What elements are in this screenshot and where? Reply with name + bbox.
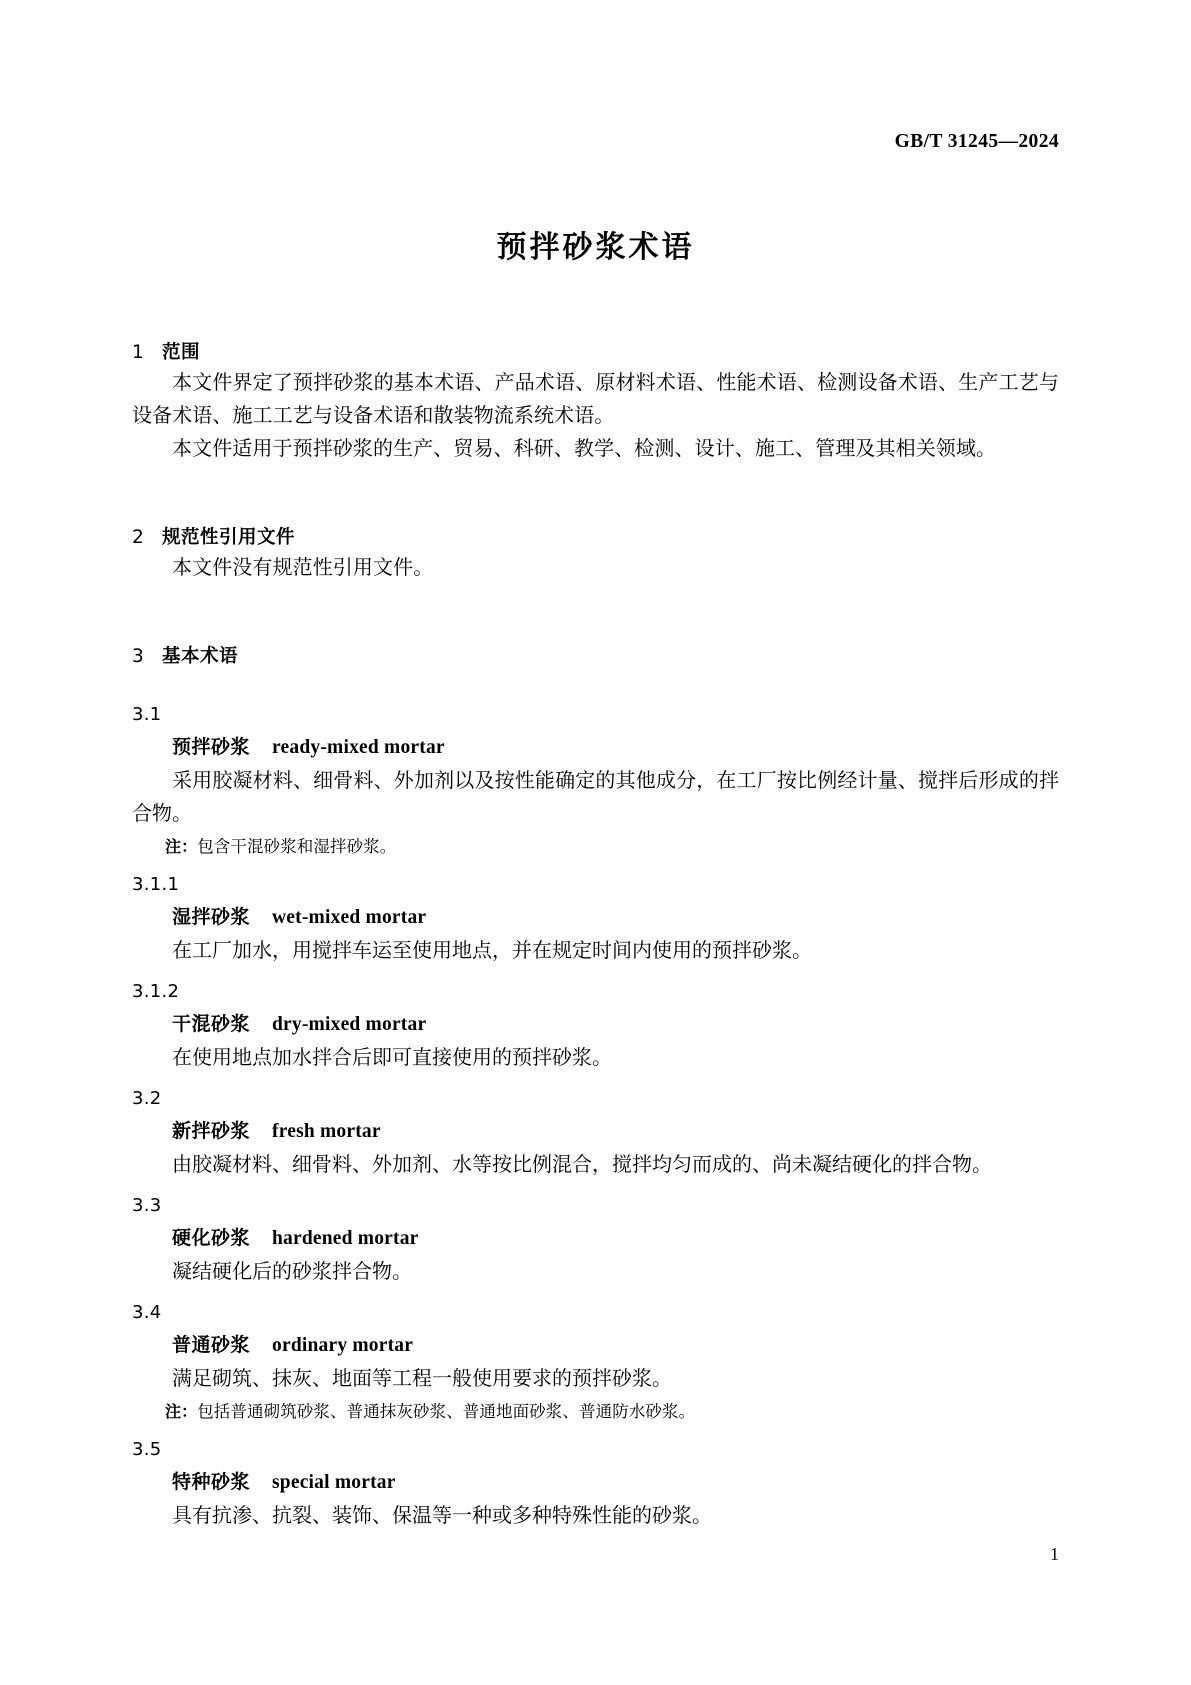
term-number: 3.1.1 xyxy=(132,874,180,896)
clause-title-2: 规范性引用文件 xyxy=(162,526,296,548)
note-label: 注： xyxy=(165,1402,198,1422)
term-line xyxy=(132,900,1059,935)
term-english: hardened mortar xyxy=(272,1228,419,1250)
term-note xyxy=(132,833,1059,861)
term-chinese: 干混砂浆 xyxy=(172,1013,251,1036)
term-entry xyxy=(132,700,1059,861)
term-entry xyxy=(132,870,1059,968)
clause-heading-2 xyxy=(132,524,1059,552)
term-chinese: 预拌砂浆 xyxy=(172,736,251,759)
term-line xyxy=(132,1328,1059,1363)
term-chinese: 普通砂浆 xyxy=(172,1334,251,1357)
term-chinese: 新拌砂浆 xyxy=(172,1120,251,1143)
document-body xyxy=(132,215,1059,1533)
clause-1-paragraph-1: 本文件界定了预拌砂浆的基本术语、产品术语、原材料术语、性能术语、检测设备术语、生产工艺与设备术语、施工工艺与设备术语和散装物流系统术语。 xyxy=(132,371,1059,427)
clause-title-3: 基本术语 xyxy=(162,645,239,667)
term-english: dry-mixed mortar xyxy=(272,1014,427,1036)
term-chinese: 特种砂浆 xyxy=(172,1471,251,1494)
term-entry xyxy=(132,977,1059,1075)
term-english: ready-mixed mortar xyxy=(272,737,445,759)
term-note xyxy=(132,1398,1059,1426)
term-english: ordinary mortar xyxy=(272,1335,414,1357)
term-chinese: 湿拌砂浆 xyxy=(172,906,251,929)
term-definition: 具有抗渗、抗裂、装饰、保温等一种或多种特殊性能的砂浆。 xyxy=(172,1505,712,1528)
term-definition: 凝结硬化后的砂浆拌合物。 xyxy=(172,1261,412,1284)
term-english: special mortar xyxy=(272,1472,396,1494)
note-text: 包含干混砂浆和湿拌砂浆。 xyxy=(197,837,397,857)
page-footer xyxy=(132,1544,1059,1565)
term-line xyxy=(132,730,1059,765)
term-entry xyxy=(132,1191,1059,1289)
clause-heading-3 xyxy=(132,643,1059,671)
term-number: 3.4 xyxy=(132,1302,162,1324)
term-line xyxy=(132,1465,1059,1500)
term-definition: 在工厂加水，用搅拌车运至使用地点，并在规定时间内使用的预拌砂浆。 xyxy=(172,940,812,963)
term-chinese: 硬化砂浆 xyxy=(172,1227,251,1250)
term-number: 3.3 xyxy=(132,1195,162,1217)
clause-number-1: 1 xyxy=(132,342,145,363)
term-english: wet-mixed mortar xyxy=(272,907,427,929)
term-number: 3.2 xyxy=(132,1088,162,1110)
term-number: 3.5 xyxy=(132,1439,162,1461)
term-definition: 由胶凝材料、细骨料、外加剂、水等按比例混合，搅拌均匀而成的、尚未凝结硬化的拌合物。 xyxy=(172,1154,992,1177)
running-header xyxy=(132,131,1059,157)
term-number: 3.1.2 xyxy=(132,981,180,1003)
term-number: 3.1 xyxy=(132,704,162,726)
clause-title-1: 范围 xyxy=(162,342,201,363)
term-english: fresh mortar xyxy=(272,1121,381,1143)
term-entry xyxy=(132,1435,1059,1533)
term-entry xyxy=(132,1298,1059,1426)
clause-1-paragraph-2: 本文件适用于预拌砂浆的生产、贸易、科研、教学、检测、设计、施工、管理及其相关领域。 xyxy=(172,437,997,460)
term-entry xyxy=(132,1084,1059,1182)
page-title: 预拌砂浆术语 xyxy=(496,230,695,265)
clause-heading-1 xyxy=(132,339,1059,367)
term-line xyxy=(132,1114,1059,1149)
term-definition: 满足砌筑、抹灰、地面等工程一般使用要求的预拌砂浆。 xyxy=(172,1368,672,1391)
note-label: 注： xyxy=(165,837,198,857)
clause-number-2: 2 xyxy=(132,526,145,548)
standard-number: GB/T 31245—2024 xyxy=(894,131,1059,152)
clause-2-paragraph-1: 本文件没有规范性引用文件。 xyxy=(172,556,434,579)
term-definition: 在使用地点加水拌合后即可直接使用的预拌砂浆。 xyxy=(172,1047,612,1070)
clause-number-3: 3 xyxy=(132,645,145,667)
term-line xyxy=(132,1221,1059,1256)
page-number: 1 xyxy=(1050,1544,1059,1564)
term-line xyxy=(132,1007,1059,1042)
note-text: 包括普通砌筑砂浆、普通抹灰砂浆、普通地面砂浆、普通防水砂浆。 xyxy=(197,1402,696,1422)
term-definition: 采用胶凝材料、细骨料、外加剂以及按性能确定的其他成分，在工厂按比例经计量、搅拌后形成的拌合物。 xyxy=(132,770,1059,826)
